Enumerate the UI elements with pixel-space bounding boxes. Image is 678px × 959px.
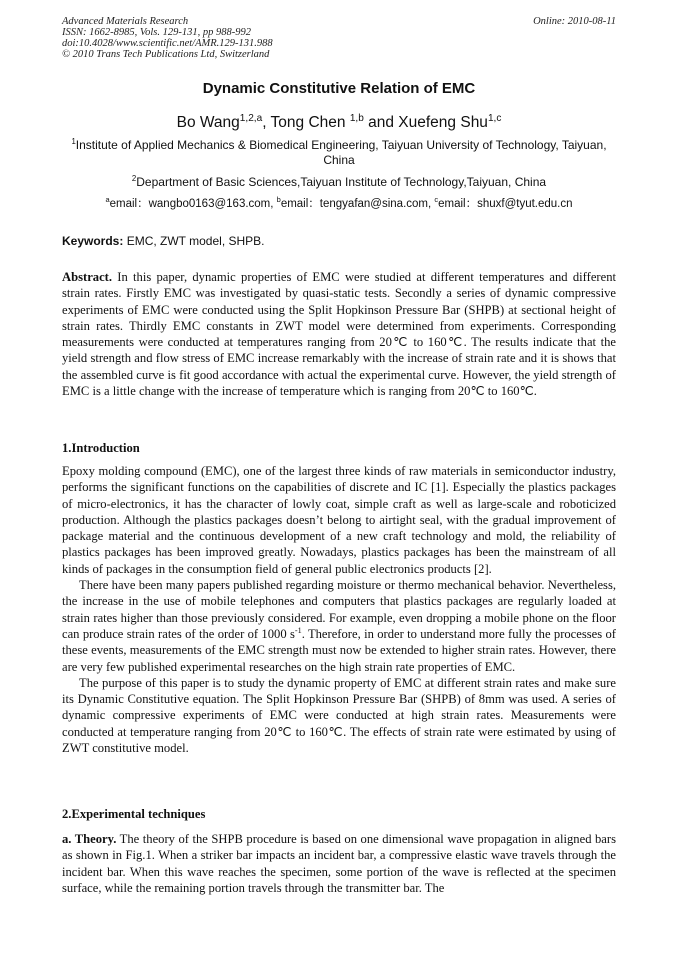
paragraph: Epoxy molding compound (EMC), one of the largest three kinds of raw materials in semiconductor industry, performs the significant functions on the capabilities of discrete and IC [1]. Especially the plastics packages of micro-electronics, it has the character of lowly coat, simple craft as well as large-scale and roboticized production. Although the plastics packages doesn’t belong to airtight seal, with the gradual improvement of package material and the continuous development of a new craft technology and mold, the reliability of plastics packages has been improved greatly. Nowadays, plastics packages has been the mainstream of all kinds of packages in the consumption field of general public electronics products [2]. [62, 464, 616, 576]
paragraph-text: . Therefore, in order to understand more fully the processes of these events, measurements of the EMC strength must now be extended to higher strain rates. However, there are very few published experimental researches on the high strain rate properties of EMC. [62, 626, 616, 674]
journal-name: Advanced Materials Research [62, 16, 189, 27]
author-emails [70, 197, 608, 212]
author-list [0, 114, 678, 132]
section-heading-introduction: 1.Introduction [62, 441, 140, 455]
affiliation-1 [70, 138, 608, 168]
section-heading-experimental: 2.Experimental techniques [62, 807, 206, 821]
online-date: Online: 2010-08-11 [533, 16, 616, 27]
affiliation-2 [70, 175, 608, 190]
unit-exponent: -1 [294, 625, 302, 635]
author-name: Tong Chen [270, 114, 350, 131]
journal-header [62, 16, 616, 60]
author-separator: and [363, 114, 399, 131]
subsection-label: a. Theory. [62, 832, 117, 846]
author-name: Xuefeng Shu [398, 114, 488, 131]
paper-title: Dynamic Constitutive Relation of EMC [202, 80, 476, 97]
affiliation-mark: 2 [131, 174, 137, 183]
email-mark: b [276, 195, 281, 205]
author-affiliation-mark: 1,2,a [239, 112, 263, 124]
email-mark: c [434, 195, 439, 205]
abstract [62, 269, 616, 399]
author-separator: , [262, 114, 271, 131]
email-c: email：shuxf@tyut.edu.cn [438, 198, 573, 210]
keywords-label: Keywords: [62, 234, 124, 248]
author-name: Bo Wang [176, 114, 240, 131]
email-a: email：wangbo0163@163.com, [109, 198, 277, 210]
email-b: email：tengyafan@sina.com, [280, 198, 435, 210]
introduction-body [62, 463, 616, 756]
journal-issn: ISSN: 1662-8985, Vols. 129-131, pp 988-992 [62, 27, 251, 38]
abstract-label: Abstract. [62, 270, 113, 284]
email-mark: a [105, 195, 110, 205]
paragraph-text: There have been many papers published regarding moisture or thermo mechanical behavior. Nevertheless, the increase in the use of mobile telephones and computers that plastics packages are regularly loaded at strain rates higher than those previously considered. For example, even dropping a mobile phone on the floor can produce strain rates of the order of 1000 s [62, 578, 616, 641]
journal-copyright: © 2010 Trans Tech Publications Ltd, Switzerland [62, 49, 270, 60]
journal-doi: doi:10.4028/www.scientific.net/AMR.129-131.988 [62, 38, 273, 49]
author-affiliation-mark: 1,c [487, 112, 502, 124]
affiliation-text: Department of Basic Sciences,Taiyuan Institute of Technology,Taiyuan, China [136, 175, 547, 189]
affiliation-text: Institute of Applied Mechanics & Biomedical Engineering, Taiyuan University of Technology, Taiyuan, China [75, 138, 607, 167]
affiliation-mark: 1 [71, 137, 76, 146]
experimental-body [62, 831, 616, 896]
abstract-text: In this paper, dynamic properties of EMC were studied at different temperatures and different strain rates. Firstly EMC was investigated by quasi-static tests. Secondly a series of dynamic compressive experiments of EMC were conducted using the Split Hopkinson Pressure Bar (SHPB) at sectional height of strain rates. Thirdly EMC constants in ZWT model were determined from experiments. Corresponding measurements were conducted at temperatures ranging from 20℃ to 160℃. The results indicate that the yield strength and flow stress of EMC increase remarkably with the increase of strain rate and it is shows that the assembled curve is fit good accordance with actual the experimental curve. However, the yield strength of EMC is a little change with the increase of temperature which is ranging from 20℃ to 160℃. [62, 270, 616, 399]
keywords-text: EMC, ZWT model, SHPB. [123, 234, 265, 248]
paragraph-text: The theory of the SHPB procedure is based on one dimensional wave propagation in aligned bars as shown in Fig.1. When a striker bar impacts an incident bar, a compressive elastic wave travels through the incident bar. When this wave reaches the specimen, some portion of the wave is reflected at the specimen surface, while the remaining portion travels through the transmitter bar. The [62, 832, 616, 895]
paragraph [62, 577, 616, 675]
paragraph: The purpose of this paper is to study the dynamic property of EMC at different strain rates and make sure its Dynamic Constitutive equation. The Split Hopkinson Pressure Bar (SHPB) of 8mm was used. A series of dynamic compressive experiments of EMC were conducted at high strain rates. Measurements were conducted at temperature ranging from 20℃ to 160℃. The effects of strain rate were estimated by using of ZWT constitutive model. [62, 675, 616, 756]
author-affiliation-mark: 1,b [349, 112, 364, 124]
keywords [62, 234, 265, 248]
